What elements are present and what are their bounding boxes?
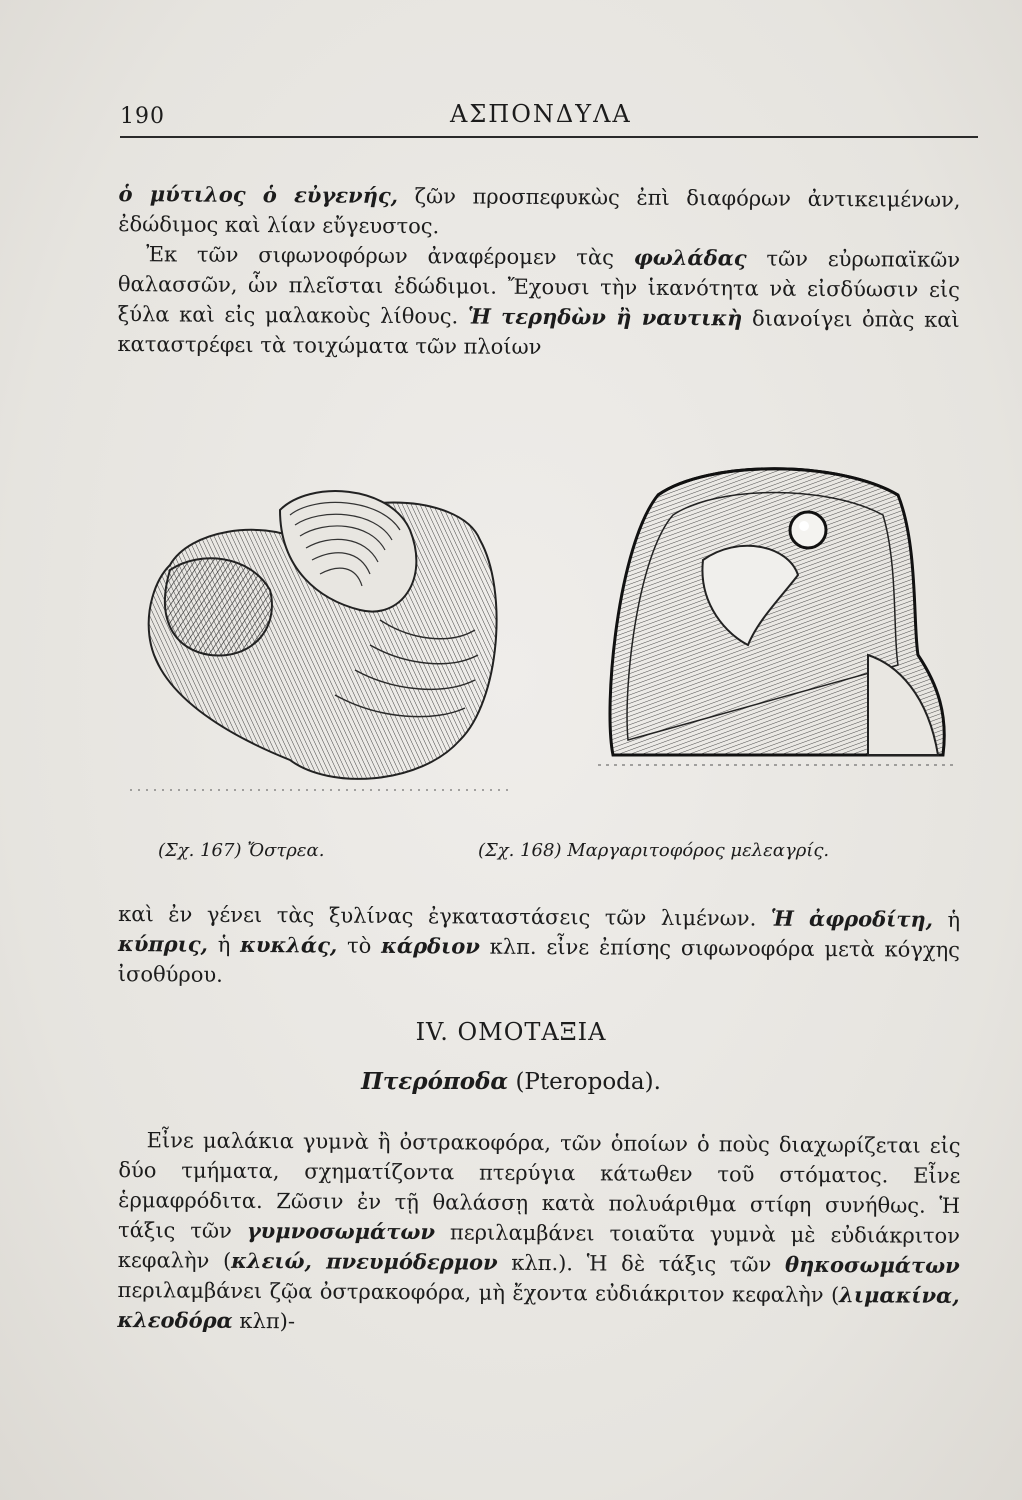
header-rule [120,136,978,138]
text-span: διανοίγει ὀπὰς καὶ καταστρέφει τὰ τοιχώματα τῶν πλοίων [117,306,960,360]
section-heading: IV. ΟΜΟΤΑΞΙΑ [415,1018,607,1046]
subtitle-latin: (Pteropoda). [508,1069,661,1095]
pearl-oyster-illustration [598,455,958,785]
paragraph-pteropoda [117,1125,960,1341]
term-pholades: φωλάδας [633,244,747,271]
section-subtitle [0,1068,1022,1095]
figure-caption-pearl-oyster: (Σχ. 168) Μαργαριτοφόρος μελεαγρίς. [478,840,830,861]
term-teredon: Ἡ τερηδὼν ἢ ναυτικὴ [467,303,743,331]
text-span: κλπ)- [232,1308,296,1334]
term-kyklas: κυκλάς, [240,931,338,958]
term-thekosomata: θηκοσωμάτων [784,1251,960,1278]
paragraph-aphrodite [118,899,961,995]
subtitle-greek: Πτερόποδα [361,1068,509,1095]
text-span: ἡ [932,907,961,932]
text-span: κλπ. εἶνε ἐπίσης σιφωνοφόρα μετὰ κόγχης ἰσοθύρου. [117,934,961,987]
term-gymnosomata: γυμνοσωμάτων [246,1217,436,1245]
text-span: ζῶν προσπεφυκὼς ἐπὶ διαφόρων ἀντικειμένων, ἐδώδιμος καὶ λίαν εὔγευστος. [118,184,961,239]
figure-caption-oyster: (Σχ. 167) Ὄστρεα. [158,840,325,861]
paragraph-mytilos [117,179,960,365]
text-span: περιλαμβάνει ζῷα ὀστρακοφόρα, μὴ ἔχοντα εὐδιάκριτον κεφαλὴν ( [117,1278,840,1308]
term-kardion: κάρδιον [381,932,480,959]
figure-area [118,455,960,875]
text-span: κλπ.). Ἡ δὲ τάξις τῶν [497,1250,786,1277]
text-span: καὶ ἐν γένει τὰς ξυλίνας ἐγκαταστάσεις τῶν λιμένων. [118,902,771,931]
term-kleio-pneumodermon: κλειώ, πνευμόδερμον [231,1247,498,1275]
term-kypris: κύπρις, [117,931,209,957]
text-span: ἡ [207,932,241,957]
text-span: τῶν εὐρωπαϊκῶν θαλασσῶν, ὧν πλεῖσται ἐδώδιμοι. Ἔχουσι τὴν ἱκανότητα νὰ εἰσδύωσιν εἰς ξύλα καὶ εἰς μαλακοὺς λίθους. [117,246,961,329]
term-limakina-kleodora: λιμακίνα, κλεοδόρα [117,1282,960,1333]
running-head: ΑΣΠΟΝΔΥΛΑ [450,100,632,128]
text-span: Ἐκ τῶν σιφωνοφόρων ἀναφέρομεν τὰς [146,242,634,270]
text-span: Εἶνε μαλάκια γυμνὰ ἢ ὀστρακοφόρα, τῶν ὁποίων ὁ ποὺς διαχωρίζεται εἰς δύο τμήματα, σχηματίζοντα πτερύγια κάτωθεν τοῦ στόματος. Εἶνε ἑρμαφρόδιτα. Ζῶσιν ἐν τῇ θαλάσσῃ κατὰ πολυάριθμα στίφη συνήθως. Ἡ τάξις τῶν [117,1128,961,1243]
term-mytilos: ὁ μύτιλος ὁ εὐγενής, [118,181,399,209]
text-span: περιλαμβάνει τοιαῦτα γυμνὰ μὲ εὐδιάκριτον κεφαλὴν ( [117,1220,961,1273]
page-number: 190 [120,104,165,129]
term-aphrodite: Ἡ ἀφροδίτη, [770,905,934,932]
page-header [120,98,978,138]
oyster-illustration [130,470,510,800]
text-span: τὸ [337,933,382,958]
paragraph-pholades [117,239,960,365]
